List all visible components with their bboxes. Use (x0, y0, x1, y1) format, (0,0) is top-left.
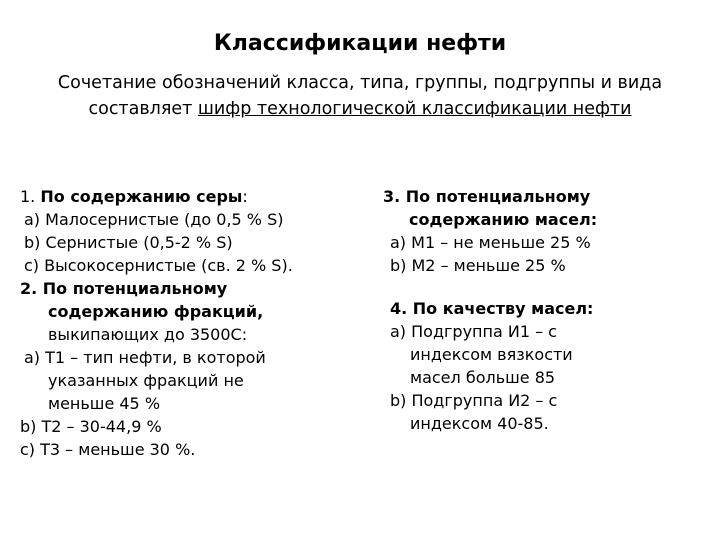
slide-title: Классификации нефти (213, 31, 507, 56)
section2-heading-line2: содержанию фракций, (48, 302, 264, 321)
section2-item-c: c) Т3 – меньше 30 %. (20, 440, 196, 459)
section2-heading-line1: 2. По потенциальному (20, 279, 228, 298)
section3-item-b: b) М2 – меньше 25 % (390, 256, 566, 275)
section3-heading-line1: 3. По потенциальному (383, 187, 591, 206)
section2-item-b: b) Т2 – 30-44,9 % (20, 417, 162, 436)
section2-item-a-line2: указанных фракций не (48, 371, 244, 390)
section2-item-a-line1: a) Т1 – тип нефти, в которой (24, 348, 266, 367)
section-spacer (380, 277, 700, 297)
section4-item-a-line1: a) Подгруппа И1 – с (390, 322, 557, 341)
section1-heading-suffix: : (242, 187, 248, 206)
section4-item-b-line1: b) Подгруппа И2 – с (390, 391, 558, 410)
section3-item-a: a) М1 – не меньше 25 % (390, 233, 591, 252)
section2-heading-line3: выкипающих до 3500С: (48, 325, 248, 344)
section4-item-b-line2: индексом 40-85. (410, 414, 549, 433)
section1-heading (20, 185, 365, 208)
section3-heading-line2: содержанию масел: (409, 210, 598, 229)
subtitle-lead: Сочетание обозначений класса, типа, группы, подгруппы и вида составляет (57, 73, 663, 119)
section1-item-a: a) Малосернистые (до 0,5 % S) (24, 210, 284, 229)
slide-subtitle (45, 70, 675, 122)
section1-number: 1. (20, 187, 36, 206)
section4-heading: 4. По качеству масел: (390, 299, 594, 318)
section1-item-b: b) Сернистые (0,5-2 % S) (24, 233, 233, 252)
section1-item-c: c) Высокосернистые (св. 2 % S). (24, 256, 293, 275)
section2-item-a-line3: меньше 45 % (48, 394, 161, 413)
section4-item-a-line3: масел больше 85 (410, 368, 556, 387)
right-column (380, 185, 700, 435)
section4-item-a-line2: индексом вязкости (410, 345, 573, 364)
section1-heading-text: По содержанию серы (40, 187, 243, 206)
subtitle-cipher-emphasis: шифр технологической классификации нефти (197, 99, 632, 119)
left-column (20, 185, 365, 461)
